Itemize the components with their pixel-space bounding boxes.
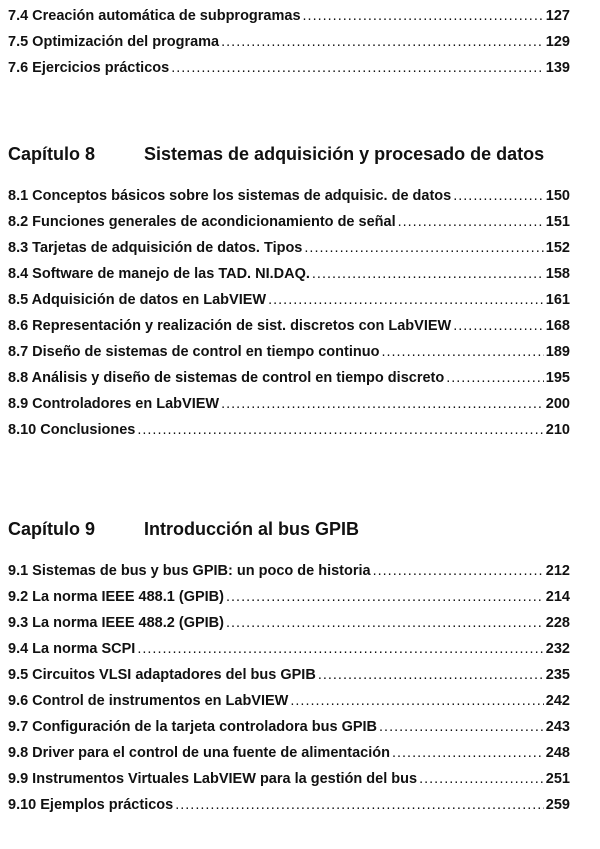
entry-page: 151 (545, 214, 570, 230)
toc-entry (8, 8, 570, 34)
entry-title: 7.5 Optimización del programa (8, 34, 220, 50)
entry-page: 214 (545, 589, 570, 605)
entry-title: 7.6 Ejercicios prácticos (8, 60, 170, 76)
entry-title: 9.8 Driver para el control de una fuente de alimentación (8, 745, 390, 761)
chapter-title: Introducción al bus GPIB (144, 519, 360, 539)
toc-entry (8, 370, 570, 396)
entry-title: 9.4 La norma SCPI (8, 641, 136, 657)
entry-page: 168 (545, 318, 570, 334)
entry-title: 9.2 La norma IEEE 488.1 (GPIB) (8, 589, 224, 605)
entry-page: 243 (545, 719, 570, 735)
entry-title: 8.6 Representación y realización de sist. discretos con LabVIEW (8, 318, 452, 334)
entry-page: 242 (545, 693, 570, 709)
toc-entry (8, 422, 570, 448)
entry-page: 232 (545, 641, 570, 657)
entry-page: 127 (545, 8, 570, 24)
entry-title: 9.5 Circuitos VLSI adaptadores del bus GPIB (8, 667, 316, 683)
toc-entry (8, 240, 570, 266)
dot-leader (379, 719, 544, 735)
dot-leader (453, 188, 544, 204)
entry-page: 228 (545, 615, 570, 631)
toc-entry (8, 563, 570, 589)
dot-leader (171, 60, 544, 76)
entry-page: 212 (545, 563, 570, 579)
toc-entry (8, 188, 570, 214)
entry-title: 8.5 Adquisición de datos en LabVIEW (8, 292, 267, 308)
dot-leader (221, 34, 544, 50)
entry-page: 129 (545, 34, 570, 50)
dot-leader (226, 615, 544, 631)
toc-entry (8, 344, 570, 370)
entry-page: 248 (545, 745, 570, 761)
entry-page: 251 (545, 771, 570, 787)
entry-page: 189 (545, 344, 570, 360)
entry-title: 9.1 Sistemas de bus y bus GPIB: un poco de historia (8, 563, 371, 579)
dot-leader (221, 396, 544, 412)
entry-page: 152 (545, 240, 570, 256)
dot-leader (303, 8, 544, 24)
entry-title: 8.2 Funciones generales de acondicionamiento de señal (8, 214, 396, 230)
chapter-8-section (8, 144, 570, 448)
dot-leader (304, 240, 543, 256)
entry-title: 8.10 Conclusiones (8, 422, 136, 438)
entry-title: 7.4 Creación automática de subprogramas (8, 8, 301, 24)
entry-page: 259 (545, 797, 570, 813)
toc-entry (8, 396, 570, 422)
entry-page: 235 (545, 667, 570, 683)
entry-title: 8.4 Software de manejo de las TAD. NI.DAQ. (8, 266, 310, 282)
chapter-heading (8, 144, 570, 174)
toc-top-entries (8, 8, 570, 86)
toc-entry (8, 34, 570, 60)
entry-title: 8.7 Diseño de sistemas de control en tiempo continuo (8, 344, 380, 360)
chapter-label: Capítulo 8 (8, 144, 96, 164)
toc-entry (8, 771, 570, 797)
dot-leader (137, 422, 543, 438)
dot-leader (419, 771, 544, 787)
toc-entry (8, 589, 570, 615)
dot-leader (290, 693, 543, 709)
dot-leader (137, 641, 543, 657)
toc-entry (8, 292, 570, 318)
toc-entry (8, 719, 570, 745)
entry-title: 8.8 Análisis y diseño de sistemas de control en tiempo discreto (8, 370, 445, 386)
entry-title: 8.9 Controladores en LabVIEW (8, 396, 220, 412)
toc-entry (8, 693, 570, 719)
dot-leader (381, 344, 543, 360)
entry-title: 9.7 Configuración de la tarjeta controladora bus GPIB (8, 719, 378, 735)
entry-page: 150 (545, 188, 570, 204)
entry-page: 200 (545, 396, 570, 412)
entry-page: 210 (545, 422, 570, 438)
toc-entry (8, 745, 570, 771)
dot-leader (312, 266, 544, 282)
entry-page: 195 (545, 370, 570, 386)
chapter-label: Capítulo 9 (8, 519, 96, 539)
entry-title: 9.3 La norma IEEE 488.2 (GPIB) (8, 615, 224, 631)
dot-leader (398, 214, 544, 230)
entry-title: 9.9 Instrumentos Virtuales LabVIEW para la gestión del bus (8, 771, 418, 787)
entry-page: 139 (545, 60, 570, 76)
dot-leader (373, 563, 544, 579)
dot-leader (318, 667, 544, 683)
entry-page: 161 (545, 292, 570, 308)
entry-title: 8.3 Tarjetas de adquisición de datos. Tipos (8, 240, 303, 256)
chapter-9-section (8, 519, 570, 823)
dot-leader (268, 292, 544, 308)
toc-entry (8, 797, 570, 823)
toc-entry (8, 318, 570, 344)
toc-entry (8, 266, 570, 292)
chapter-title: Sistemas de adquisición y procesado de datos (144, 144, 545, 164)
dot-leader (446, 370, 544, 386)
entry-title: 9.6 Control de instrumentos en LabVIEW (8, 693, 289, 709)
toc-entry (8, 214, 570, 240)
dot-leader (392, 745, 544, 761)
toc-entry (8, 615, 570, 641)
toc-entry (8, 641, 570, 667)
dot-leader (226, 589, 544, 605)
toc-entry (8, 667, 570, 693)
entry-page: 158 (545, 266, 570, 282)
toc-entry (8, 60, 570, 86)
entry-title: 9.10 Ejemplos prácticos (8, 797, 174, 813)
entry-title: 8.1 Conceptos básicos sobre los sistemas de adquisic. de datos (8, 188, 452, 204)
chapter-heading (8, 519, 570, 549)
dot-leader (175, 797, 544, 813)
dot-leader (453, 318, 544, 334)
